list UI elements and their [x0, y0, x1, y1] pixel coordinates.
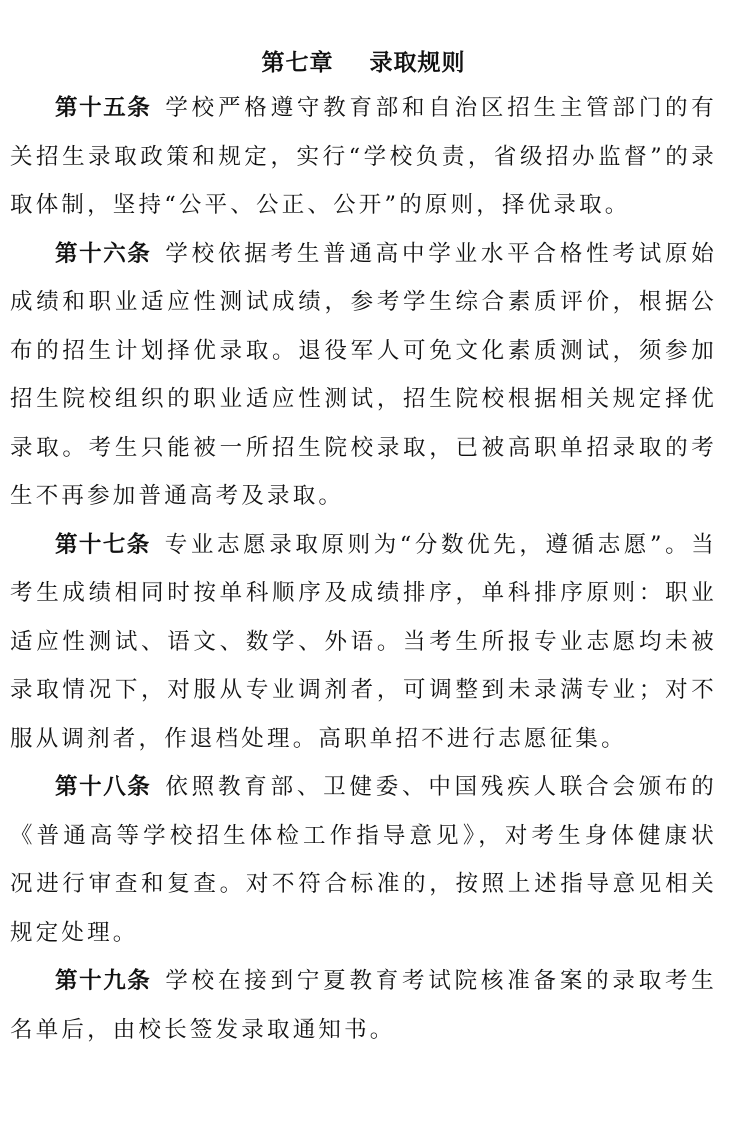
article-number: 第十五条: [55, 95, 152, 121]
article-text: 学校依据考生普通高中学业水平合格性考试原始成绩和职业适应性测试成绩，参考学生综合素质评价，根据公布的招生计划择优录取。退役军人可免文化素质测试，须参加招生院校组织的职业适应性测试，招生院校根据相关规定择优录取。考生只能被一所招生院校录取，已被高职单招录取的考生不再参加普通高考及录取。: [10, 240, 717, 509]
article-text: 学校在接到宁夏教育考试院核准备案的录取考生名单后，由校长签发录取通知书。: [10, 968, 717, 1043]
article-number: 第十六条: [55, 240, 152, 267]
article-number: 第十九条: [55, 968, 152, 994]
document-page: [10, 42, 717, 1054]
article-18: [10, 763, 717, 957]
article-15: [10, 84, 717, 230]
article-17: [10, 521, 717, 764]
article-16: [10, 230, 717, 521]
article-number: 第十八条: [55, 774, 152, 800]
article-text: 学校严格遵守教育部和自治区招生主管部门的有关招生录取政策和规定，实行“学校负责，省级招办监督”的录取体制，坚持“公平、公正、公开”的原则，择优录取。: [10, 95, 717, 218]
article-19: [10, 957, 717, 1054]
chapter-title: 第七章 录取规则: [261, 50, 466, 76]
article-text: 专业志愿录取原则为“分数优先，遵循志愿”。当考生成绩相同时按单科顺序及成绩排序，单科排序原则：职业适应性测试、语文、数学、外语。当考生所报专业志愿均未被录取情况下，对服从专业调剂者，可调整到未录满专业；对不服从调剂者，作退档处理。高职单招不进行志愿征集。: [10, 531, 717, 752]
article-text: 依照教育部、卫健委、中国残疾人联合会颁布的《普通高等学校招生体检工作指导意见》，对考生身体健康状况进行审查和复查。对不符合标准的，按照上述指导意见相关规定处理。: [10, 774, 717, 946]
article-number: 第十七条: [55, 531, 151, 558]
